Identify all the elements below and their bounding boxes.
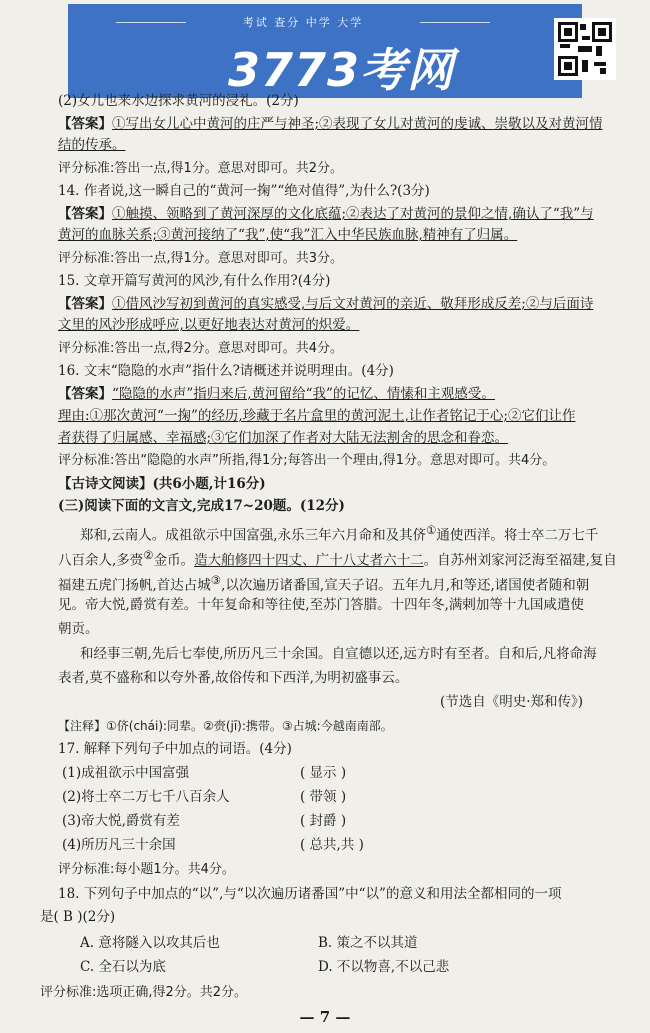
answer-line: [58, 295, 593, 313]
q18-option-a: A. 意将隧入以攻其后也: [80, 935, 220, 951]
answer-text: 理由:①那次黄河“一掬”的经历,珍藏于名片盒里的黄河泥土,让作者铭记于心;②它们让作: [58, 408, 576, 424]
site-logo: 3773考网: [228, 43, 455, 97]
question-16: 16. 文末“隐隐的水声”指什么?请概述并说明理由。(4分): [58, 363, 394, 379]
answer-text: 者获得了归属感、幸福感;③它们加深了作者对大陆无法割舍的思念和眷恋。: [58, 430, 509, 446]
q17-answer: ( 封爵 ): [300, 813, 347, 829]
answer-text: ①借风沙写初到黄河的真实感受,与后文对黄河的亲近、敬拜形成反差;②与后面诗: [112, 296, 594, 312]
answer-label: 【答案】: [58, 386, 112, 402]
answer-text: 黄河的血脉关系;③黄河接纳了“我”,使“我”汇入中华民族血脉,精神有了归属。: [58, 227, 518, 243]
q18-option-c: C. 全石以为底: [80, 959, 166, 975]
passage-line: 表者,莫不盛称和以夸外番,故俗传和下西洋,为明初盛事云。: [58, 670, 409, 686]
passage-line: 和经事三朝,先后七奉使,所历凡三十余国。自宣德以还,远方时有至者。自和后,凡将命海: [80, 646, 597, 662]
banner-tagline: 考试 查分 中学 大学: [242, 16, 364, 29]
answer-text: “隐隐的水声”指归来后,黄河留给“我”的记忆、情愫和主观感受。: [112, 386, 495, 402]
scoring-note: 评分标准:答出一点,得1分。意思对即可。共2分。: [58, 161, 344, 176]
divider: [116, 22, 186, 23]
answer-line: [58, 385, 495, 403]
section-heading: (三)阅读下面的文言文,完成17~20题。(12分): [58, 498, 345, 514]
passage-line: 朝贡。: [58, 621, 99, 637]
passage-line: 福建五虎门扬帆,首达占城③,以次遍历诸番国,宣天子诏。五年九月,和等还,诸国使者随和朝: [58, 573, 590, 594]
answer-line: [58, 205, 594, 223]
passage-line: 郑和,云南人。成祖欲示中国富强,永乐三年六月命和及其侪①通使西洋。将士卒二万七千: [80, 523, 599, 544]
scoring-note: 评分标准:答出“隐隐的水声”所指,得1分;每答出一个理由,得1分。意思对即可。共4分。: [58, 453, 556, 468]
annotation-note: 【注释】①侪(chái):同辈。②赍(jī):携带。③占城:今越南南部。: [58, 719, 393, 733]
q17-item: (2)将士卒二万七千八百余人: [62, 789, 230, 805]
answer-line: [58, 115, 603, 133]
q17-item: (1)成祖欲示中国富强: [62, 765, 190, 781]
answer-text: 结的传承。: [58, 137, 126, 153]
scoring-note: 评分标准:选项正确,得2分。共2分。: [40, 985, 248, 1000]
page-number: — 7 —: [299, 1008, 351, 1026]
q17-answer: ( 总共,共 ): [300, 837, 364, 853]
question-14: 14. 作者说,这一瞬自己的“黄河一掬”“绝对值得”,为什么?(3分): [58, 183, 430, 199]
answer-text: ①触摸、领略到了黄河深厚的文化底蕴;②表达了对黄河的景仰之情,确认了“我”与: [112, 206, 594, 222]
q17-answer: ( 带领 ): [300, 789, 347, 805]
scoring-note: 评分标准:答出一点,得2分。意思对即可。共4分。: [58, 341, 344, 356]
answer-text: 文里的风沙形成呼应,以更好地表达对黄河的炽爱。: [58, 317, 360, 333]
scoring-note: 评分标准:答出一点,得1分。意思对即可。共3分。: [58, 251, 344, 266]
answer-text: ①写出女儿心中黄河的庄严与神圣;②表现了女儿对黄河的虔诚、崇敬以及对黄河情: [112, 116, 603, 132]
question-18: 18. 下列句子中加点的“以”,与“以次遍历诸番国”中“以”的意义和用法全都相同的一项: [58, 886, 562, 902]
q18-option-d: D. 不以物喜,不以己悲: [318, 959, 450, 975]
question-17: 17. 解释下列句子中加点的词语。(4分): [58, 741, 292, 757]
q18-option-b: B. 策之不以其道: [318, 935, 418, 951]
text-line: (2)女儿也来水边探求黄河的浸礼。(2分): [58, 93, 299, 109]
divider: [420, 22, 490, 23]
q17-item: (3)帝大悦,爵赏有差: [62, 813, 180, 829]
watermark-banner[interactable]: [68, 4, 582, 98]
question-18-answer: 是( B )(2分): [40, 909, 116, 925]
question-15: 15. 文章开篇写黄河的风沙,有什么作用?(4分): [58, 273, 331, 289]
answer-label: 【答案】: [58, 116, 112, 132]
passage-line: 见。帝大悦,爵赏有差。十年复命和等往使,至苏门答腊。十四年冬,满剌加等十九国咸遣使: [58, 597, 584, 613]
section-heading: 【古诗文阅读】(共6小题,计16分): [58, 476, 266, 492]
q17-item: (4)所历凡三十余国: [62, 837, 176, 853]
answer-label: 【答案】: [58, 206, 112, 222]
source-citation: (节选自《明史·郑和传》): [440, 694, 584, 710]
q17-answer: ( 显示 ): [300, 765, 347, 781]
qr-code-icon[interactable]: [554, 18, 616, 80]
passage-line: 八百余人,多赍②金币。造大舶修四十四丈、广十八丈者六十二。自苏州刘家河泛海至福建,复自: [58, 548, 617, 569]
answer-label: 【答案】: [58, 296, 112, 312]
scoring-note: 评分标准:每小题1分。共4分。: [58, 862, 235, 877]
